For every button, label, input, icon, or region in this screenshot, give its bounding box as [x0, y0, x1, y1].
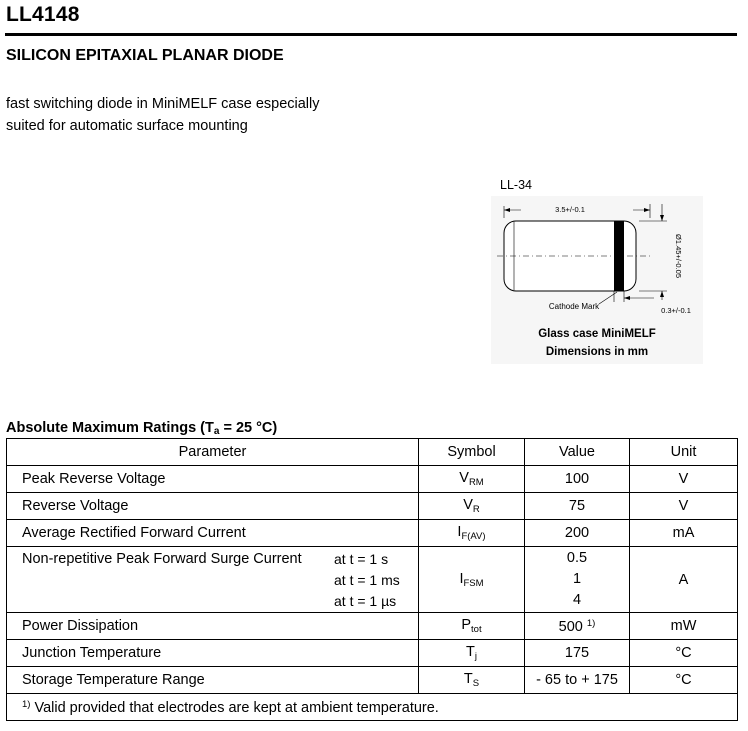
band-dimension-label: 0.3+/-0.1 — [661, 306, 691, 315]
unit-cell: V — [630, 466, 738, 493]
length-dimension-label: 3.5+/-0.1 — [555, 205, 585, 214]
diameter-dimension-label: Ø1.45+/-0.05 — [674, 234, 683, 278]
symbol-cell: $V_R$ — [419, 493, 525, 520]
table-row — [7, 640, 738, 667]
symbol-cell: $T_S$ — [419, 667, 525, 694]
unit-cell: mA — [630, 520, 738, 547]
unit-cell: A — [630, 547, 738, 613]
figure-caption-line-2: Dimensions in mm — [545, 346, 649, 358]
surge-value: 4 — [572, 592, 582, 608]
ratings-title-main: Absolute Maximum Ratings (T — [6, 420, 214, 436]
arrow-left-small-icon — [624, 296, 630, 300]
arrow-right-icon — [644, 208, 650, 212]
footnote-text: Valid provided that electrodes are kept at ambient temperature. — [30, 699, 439, 716]
unit-cell: °C — [630, 667, 738, 694]
value-cell: 175 — [525, 640, 630, 667]
package-drawing — [491, 196, 703, 364]
parameter-cell: Junction Temperature — [7, 640, 419, 667]
header-value: Value — [525, 439, 630, 466]
part-number-title: LL4148 — [6, 3, 80, 26]
description-line-1: fast switching diode in MiniMELF case especially — [6, 96, 320, 112]
value-cell — [525, 547, 630, 613]
value-cell: 500 $^{1)}$ — [525, 613, 630, 640]
description-line-2: suited for automatic surface mounting — [6, 118, 248, 134]
parameter-cell: Peak Reverse Voltage — [7, 466, 419, 493]
table-row — [7, 613, 738, 640]
surge-condition: at t = 1 ms — [334, 572, 400, 588]
ratings-title-sub: a — [213, 426, 220, 437]
surge-value: 0.5 — [566, 550, 588, 566]
header-symbol: Symbol — [419, 439, 525, 466]
ratings-table — [6, 438, 738, 721]
header-parameter: Parameter — [7, 439, 419, 466]
header-unit: Unit — [630, 439, 738, 466]
surge-condition: at t = 1 µs — [334, 593, 397, 609]
device-subtitle: SILICON EPITAXIAL PLANAR DIODE — [6, 47, 284, 64]
unit-cell: °C — [630, 640, 738, 667]
surge-condition: at t = 1 s — [334, 551, 389, 567]
header-rule — [5, 33, 737, 36]
arrow-up-icon — [660, 291, 664, 297]
symbol-cell: $P_{tot}$ — [419, 613, 525, 640]
figure-caption-line-1: Glass case MiniMELF — [538, 328, 656, 340]
value-cell: 200 — [525, 520, 630, 547]
table-row — [7, 547, 738, 613]
device-description — [6, 93, 320, 137]
footnote — [7, 694, 738, 721]
parameter-cell: Storage Temperature Range — [7, 667, 419, 694]
table-row — [7, 667, 738, 694]
table-header-row — [7, 439, 738, 466]
value-cell: 100 — [525, 466, 630, 493]
table-row — [7, 466, 738, 493]
parameter-cell: Reverse Voltage — [7, 493, 419, 520]
surge-parameter-label: Non-repetitive Peak Forward Surge Current — [22, 551, 302, 567]
ratings-title — [6, 420, 277, 437]
package-label: LL-34 — [500, 178, 532, 192]
arrow-left-icon — [504, 208, 510, 212]
table-row — [7, 493, 738, 520]
value-cell: 75 — [525, 493, 630, 520]
arrow-down-icon — [660, 215, 664, 221]
symbol-cell: $T_j$ — [419, 640, 525, 667]
unit-cell: V — [630, 493, 738, 520]
symbol-cell: $I_{F(AV)}$ — [419, 520, 525, 547]
ratings-title-rest: = 25 °C) — [219, 420, 278, 436]
symbol-cell: $I_{FSM}$ — [419, 547, 525, 613]
surge-value: 1 — [572, 571, 582, 587]
unit-cell: mW — [630, 613, 738, 640]
parameter-cell — [7, 547, 419, 613]
footnote-row — [7, 694, 738, 721]
cathode-mark-label: Cathode Mark — [548, 302, 600, 311]
footnote-mark: 1) — [22, 698, 31, 710]
table-row — [7, 520, 738, 547]
parameter-cell: Power Dissipation — [7, 613, 419, 640]
surge-conditions — [334, 549, 418, 612]
parameter-cell: Average Rectified Forward Current — [7, 520, 419, 547]
symbol-cell: $V_{RM}$ — [419, 466, 525, 493]
footnote-ref: 1) — [586, 617, 596, 629]
value-cell: - 65 to + 175 — [525, 667, 630, 694]
